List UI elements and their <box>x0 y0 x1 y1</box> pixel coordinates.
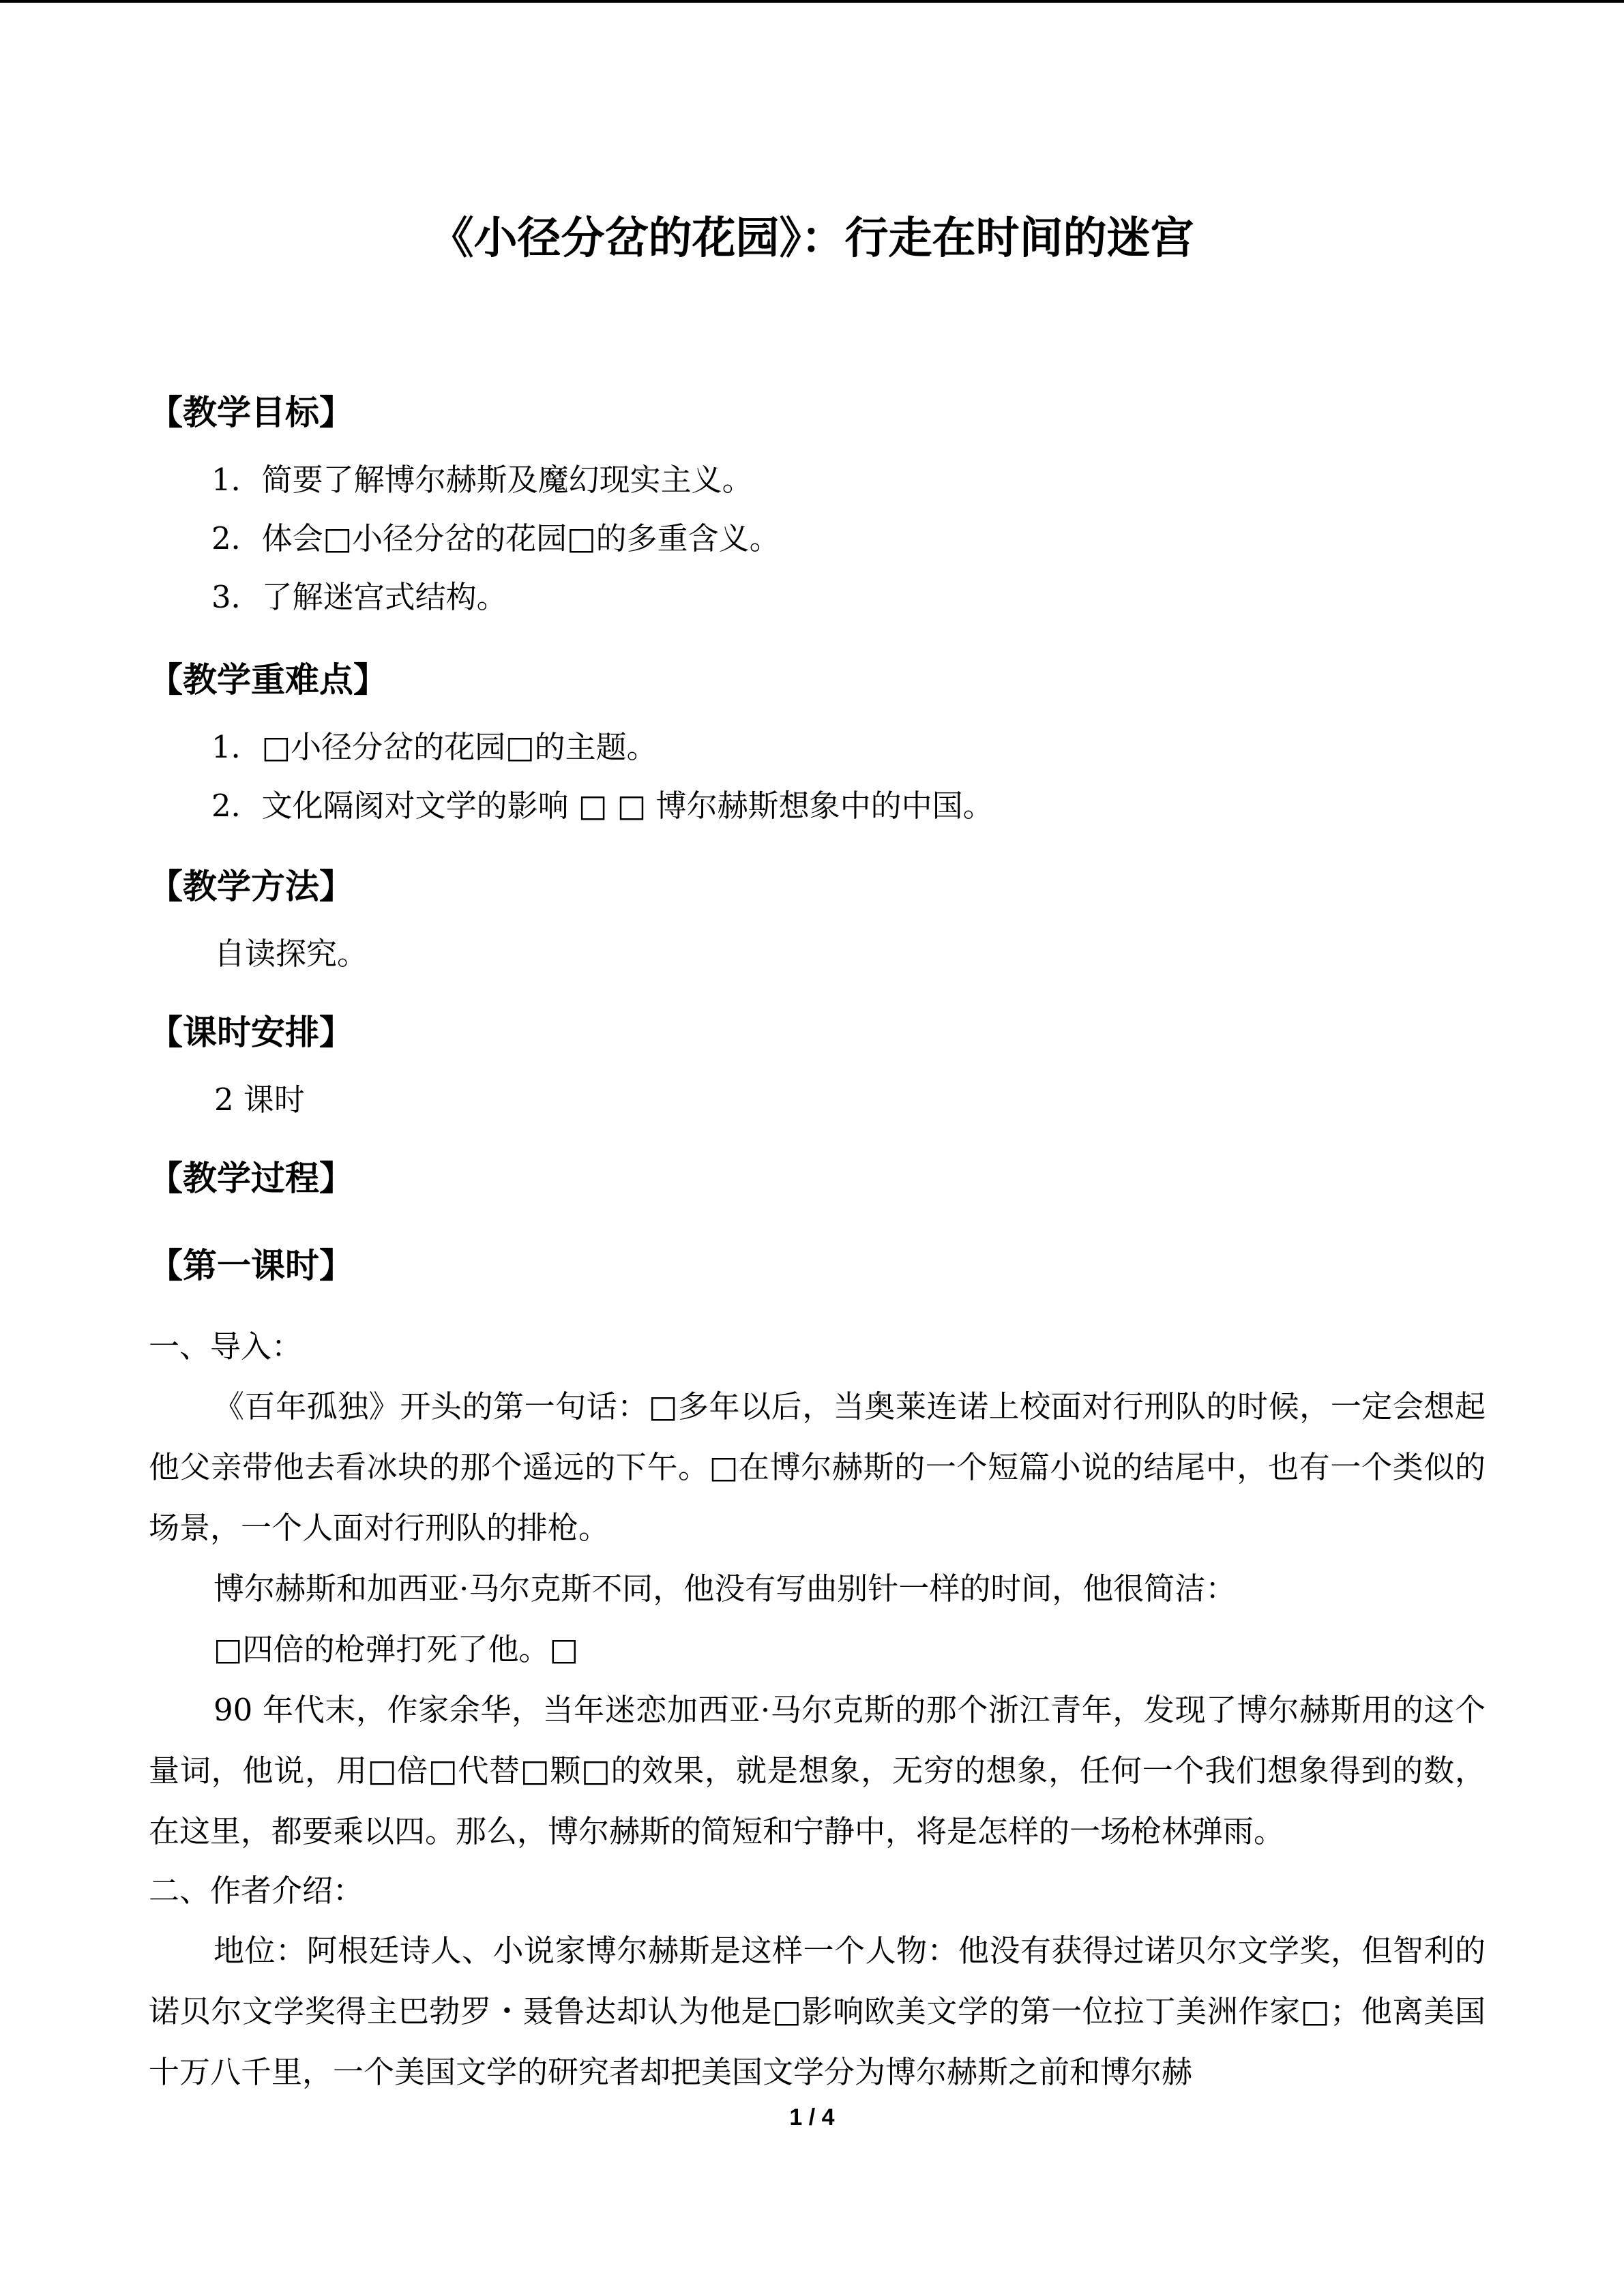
first-lesson-section <box>149 1238 1486 1293</box>
objectives-section <box>149 385 1486 627</box>
author-heading: 二、作者介绍： <box>149 1873 364 1909</box>
intro-paragraph: 《百年孤独》开头的第一句话：□多年以后，当奥莱连诺上校面对行刑队的时候，一定会想起他父亲带他去看冰块的那个遥远的下午。□在博尔赫斯的一个短篇小说的结尾中，也有一个类似的场景，一个人面对行刑队的排枪。 <box>149 1388 1486 1546</box>
schedule-heading: 【课时安排】 <box>149 1013 353 1052</box>
schedule-text: 2 课时 <box>214 1082 305 1118</box>
methods-text: 自读探究。 <box>214 936 368 972</box>
document-title: 《小径分岔的花园》：行走在时间的迷宫 <box>430 213 1194 264</box>
process-section <box>149 1151 1486 1206</box>
objectives-heading: 【教学目标】 <box>149 393 353 432</box>
intro-quote: □四倍的枪弹打死了他。□ <box>213 1631 579 1667</box>
author-paragraph: 地位：阿根廷诗人、小说家博尔赫斯是这样一个人物：他没有获得过诺贝尔文学奖，但智利的诺贝尔文学奖得主巴勃罗・聂鲁达却认为他是□影响欧美文学的第一位拉丁美洲作家□；他离美国十万八千里，一个美国文学的研究者却把美国文学分为博尔赫斯之前和博尔赫 <box>149 1933 1486 2090</box>
key-points-section <box>149 653 1486 835</box>
key-point-item: 1．□小径分岔的花园□的主题。 <box>211 729 658 765</box>
objective-item: 1．简要了解博尔赫斯及魔幻现实主义。 <box>211 462 753 498</box>
intro-heading: 一、导入： <box>149 1328 303 1365</box>
intro-paragraph: 90 年代末，作家余华，当年迷恋加西亚·马尔克斯的那个浙江青年，发现了博尔赫斯用的这个量词，他说，用□倍□代替□颗□的效果，就是想象，无穷的想象，任何一个我们想象得到的数，在这里，都要乘以四。那么，博尔赫斯的简短和宁静中，将是怎样的一场枪林弹雨。 <box>149 1692 1486 1849</box>
process-heading: 【教学过程】 <box>149 1159 353 1198</box>
objective-item: 2．体会□小径分岔的花园□的多重含义。 <box>211 520 780 556</box>
intro-paragraph: 博尔赫斯和加西亚·马尔克斯不同，他没有写曲别针一样的时间，他很简洁： <box>213 1570 1237 1607</box>
page-number: 1 / 4 <box>789 2104 835 2130</box>
methods-section <box>149 859 1486 983</box>
schedule-section <box>149 1005 1486 1129</box>
objective-item: 3．了解迷宫式结构。 <box>211 579 507 615</box>
first-lesson-body <box>149 1317 1486 2102</box>
key-point-item: 2．文化隔阂对文学的影响 □ □ 博尔赫斯想象中的中国。 <box>211 788 994 824</box>
first-lesson-heading: 【第一课时】 <box>149 1246 353 1285</box>
key-points-heading: 【教学重难点】 <box>149 660 387 700</box>
methods-heading: 【教学方法】 <box>149 867 353 906</box>
